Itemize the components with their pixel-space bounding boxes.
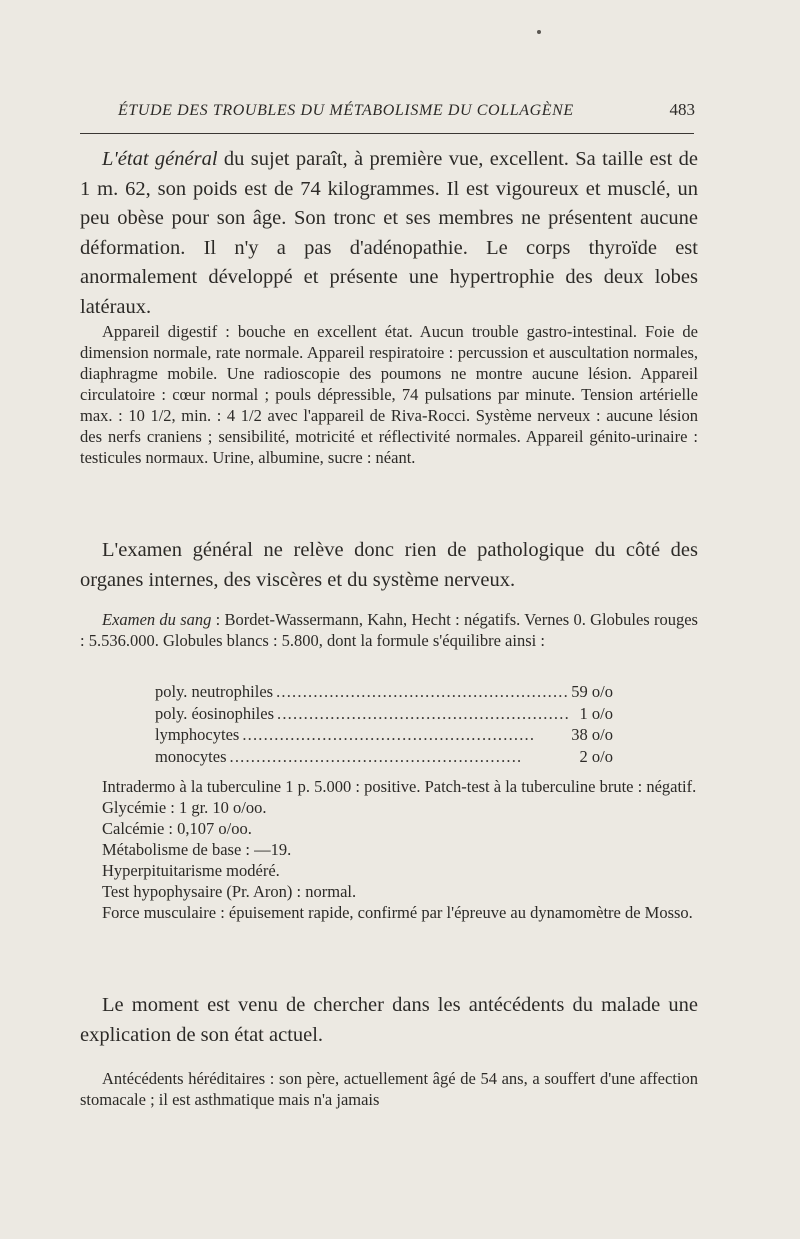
basal-metabolism-line: Métabolisme de base : —19. [102,840,292,859]
hyperpituitarism-line: Hyperpituitarisme modéré. [102,861,280,880]
paragraph-general-state [80,145,698,322]
paragraph-general-exam-summary [80,536,698,595]
organ-systems-text: Appareil digestif : bouche en excellent état. Aucun trouble gastro-intestinal. Foie de dimension normale, rate normale. Appareil respiratoire : percussion et auscultation normales, diaphragme mobile. Une radioscopie des poumons ne montre aucune lésion. Appareil circulatoire : cœur normal ; pouls dépressible, 74 pulsations par minute. Tension artérielle max. : 10 1/2, min. : 4 1/2 avec l'appareil de Riva-Rocci. Système nerveux : aucune lésion des nerfs craniens ; sensibilité, motricité et réflectivité normales. Appareil génito-urinaire : testicules normaux. Urine, albumine, sucre : néant. [80,322,698,467]
page-number: 483 [669,100,695,119]
paragraph-tests [80,776,698,923]
general-state-lead: L'état général [102,148,218,170]
dot-leader: ....................................................... [242,725,536,744]
formula-cell-value: 38 o/o [571,725,613,744]
general-exam-summary-text: L'examen général ne relève donc rien de pathologique du côté des organes internes, des viscères et du système nerveux. [80,539,698,591]
formula-cell-value: 59 o/o [571,682,613,701]
glycemia-line: Glycémie : 1 gr. 10 o/oo. [102,798,267,817]
formula-cell-name: poly. neutrophiles [155,682,274,701]
formula-cell-value: 1 o/o [579,703,613,723]
general-state-text: du sujet paraît, à première vue, excellent. Sa taille est de 1 m. 62, son poids est de 74 kilogrammes. Il est vigoureux et musclé, un peu obèse pour son âge. Son tronc et ses membres ne présentent aucune déformation. Il n'y a pas d'adénopathie. Le corps thyroïde est anormalement développé et présente une hypertrophie des deux lobes latéraux. [80,148,698,318]
hereditary-antecedents-text: Antécédents héréditaires : son père, actuellement âgé de 54 ans, a souffert d'une affection stomacale ; il est asthmatique mais n'a jamais [80,1069,698,1109]
formula-cell-name: monocytes [155,746,227,766]
formula-row [155,746,625,768]
dot-leader: ....................................................... [229,746,523,766]
running-header [80,100,695,120]
leukocyte-formula-table [155,681,625,767]
formula-row [155,681,625,703]
blood-exam-text: : Bordet-Wassermann, Kahn, Hecht : négatifs. Vernes 0. Globules rouges : 5.536.000. Globules blancs : 5.800, dont la formule s'équilibre ainsi : [80,610,698,650]
formula-cell-name: poly. éosinophiles [155,703,275,723]
muscle-strength-line: Force musculaire : épuisement rapide, confirmé par l'épreuve au dynamomètre de Mosso. [102,903,693,922]
pituitary-test-line: Test hypophysaire (Pr. Aron) : normal. [102,882,357,901]
formula-cell-name: lymphocytes [155,725,240,744]
dot-leader: ....................................................... [276,682,569,701]
calcemia-line: Calcémie : 0,107 o/oo. [102,819,252,838]
tuberculin-test-line: Intradermo à la tuberculine 1 p. 5.000 : positive. Patch-test à la tuberculine brute : négatif. [102,777,697,796]
antecedents-intro-text: Le moment est venu de chercher dans les antécédents du malade une explication de son état actuel. [80,994,698,1046]
formula-row [155,703,625,725]
formula-cell-value: 2 o/o [579,746,613,766]
paragraph-blood-exam [80,609,698,651]
running-title: ÉTUDE DES TROUBLES DU MÉTABOLISME DU COLLAGÈNE [118,102,574,119]
paragraph-hereditary-antecedents [80,1068,698,1110]
ink-speck [537,30,541,34]
header-rule [80,133,694,134]
dot-leader: ....................................................... [277,703,570,723]
formula-row [155,724,625,746]
paragraph-organ-systems [80,321,698,468]
blood-exam-lead: Examen du sang [102,610,212,629]
paragraph-antecedents-intro [80,991,698,1050]
